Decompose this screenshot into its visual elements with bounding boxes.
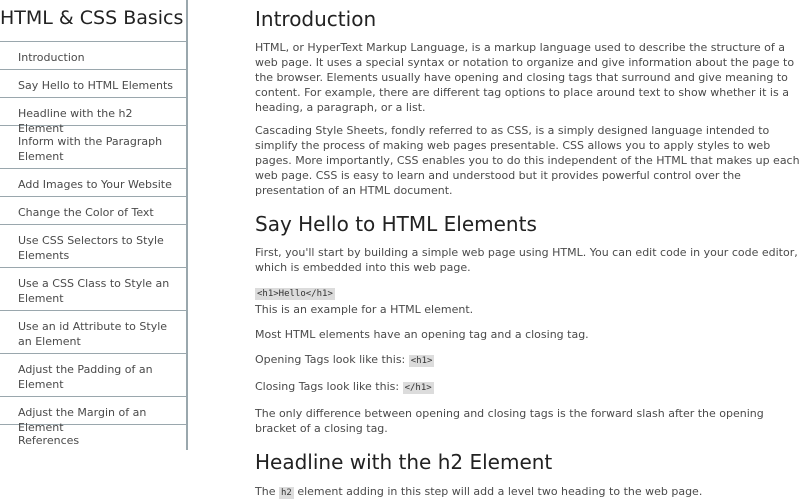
nav-item-padding[interactable]: Adjust the Padding of an Element [0,354,186,397]
nav-item-headline-h2[interactable]: Headline with the h2 Element [0,98,186,126]
closing-tags-label: Closing Tags look like this: [255,380,400,393]
hello-example-text: This is an example for a HTML element. [255,303,474,316]
sidebar-nav [0,0,188,450]
h2-text-pre: The [255,485,276,498]
nav-item-margin[interactable]: Adjust the Margin of an Element [0,397,186,425]
main-content [255,0,800,501]
nav-item-color-text[interactable]: Change the Color of Text [0,197,186,225]
closing-tags-line [255,379,800,396]
sidebar-list [0,42,186,450]
nav-item-references[interactable]: References [0,425,186,450]
nav-item-css-selectors[interactable]: Use CSS Selectors to Style Elements [0,225,186,268]
opening-tags-label: Opening Tags look like this: [255,353,406,366]
code-opening-tag: <h1> [410,356,433,366]
code-h1-hello: <h1>Hello</h1> [257,289,333,299]
opening-tags-line [255,352,800,369]
intro-paragraph-html: HTML, or HyperText Markup Language, is a markup language used to describe the structure of a web page. It uses a special syntax or notation to organize and give information about the page to the browser. Elements usually have opening and closing tags that surround and give meaning to content. For example, there are different tag options to place around text to show whether it is a heading, a paragraph, or a list. [255,41,795,114]
section-title-say-hello: Say Hello to HTML Elements [255,212,537,236]
hello-paragraph-tags: Most HTML elements have an opening tag and a closing tag. [255,328,589,341]
nav-item-id-attribute[interactable]: Use an id Attribute to Style an Element [0,311,186,354]
sidebar-title: HTML & CSS Basics [0,0,186,42]
code-closing-tag: </h1> [404,383,432,393]
section-headline-h2 [255,450,800,501]
hello-paragraph-intro: First, you'll start by building a simple web page using HTML. You can edit code in your code editor, which is embedded into this web page. [255,246,798,274]
hello-paragraph-difference: The only difference between opening and closing tags is the forward slash after the opening bracket of a closing tag. [255,407,764,435]
nav-item-add-images[interactable]: Add Images to Your Website [0,169,186,197]
nav-item-paragraph[interactable]: Inform with the Paragraph Element [0,126,186,169]
nav-item-introduction[interactable]: Introduction [0,42,186,70]
h2-paragraph [255,484,800,501]
section-title-introduction: Introduction [255,7,377,31]
hello-example [255,285,800,317]
h2-text-post: element adding in this step will add a level two heading to the web page. [297,485,703,498]
intro-paragraph-css: Cascading Style Sheets, fondly referred to as CSS, is a simply designed language intended to simplify the process of making web pages presentable. CSS allows you to apply styles to web pages. More importantly, CSS enables you to do this independent of the HTML that makes up each web page. CSS is easy to learn and understood but it provides powerful control over the presentation of an HTML document. [255,124,800,197]
nav-item-say-hello[interactable]: Say Hello to HTML Elements [0,70,186,98]
section-say-hello [255,212,800,436]
nav-item-css-class[interactable]: Use a CSS Class to Style an Element [0,268,186,311]
section-title-headline-h2: Headline with the h2 Element [255,450,553,474]
code-h2: h2 [280,488,292,498]
section-introduction [255,7,800,198]
